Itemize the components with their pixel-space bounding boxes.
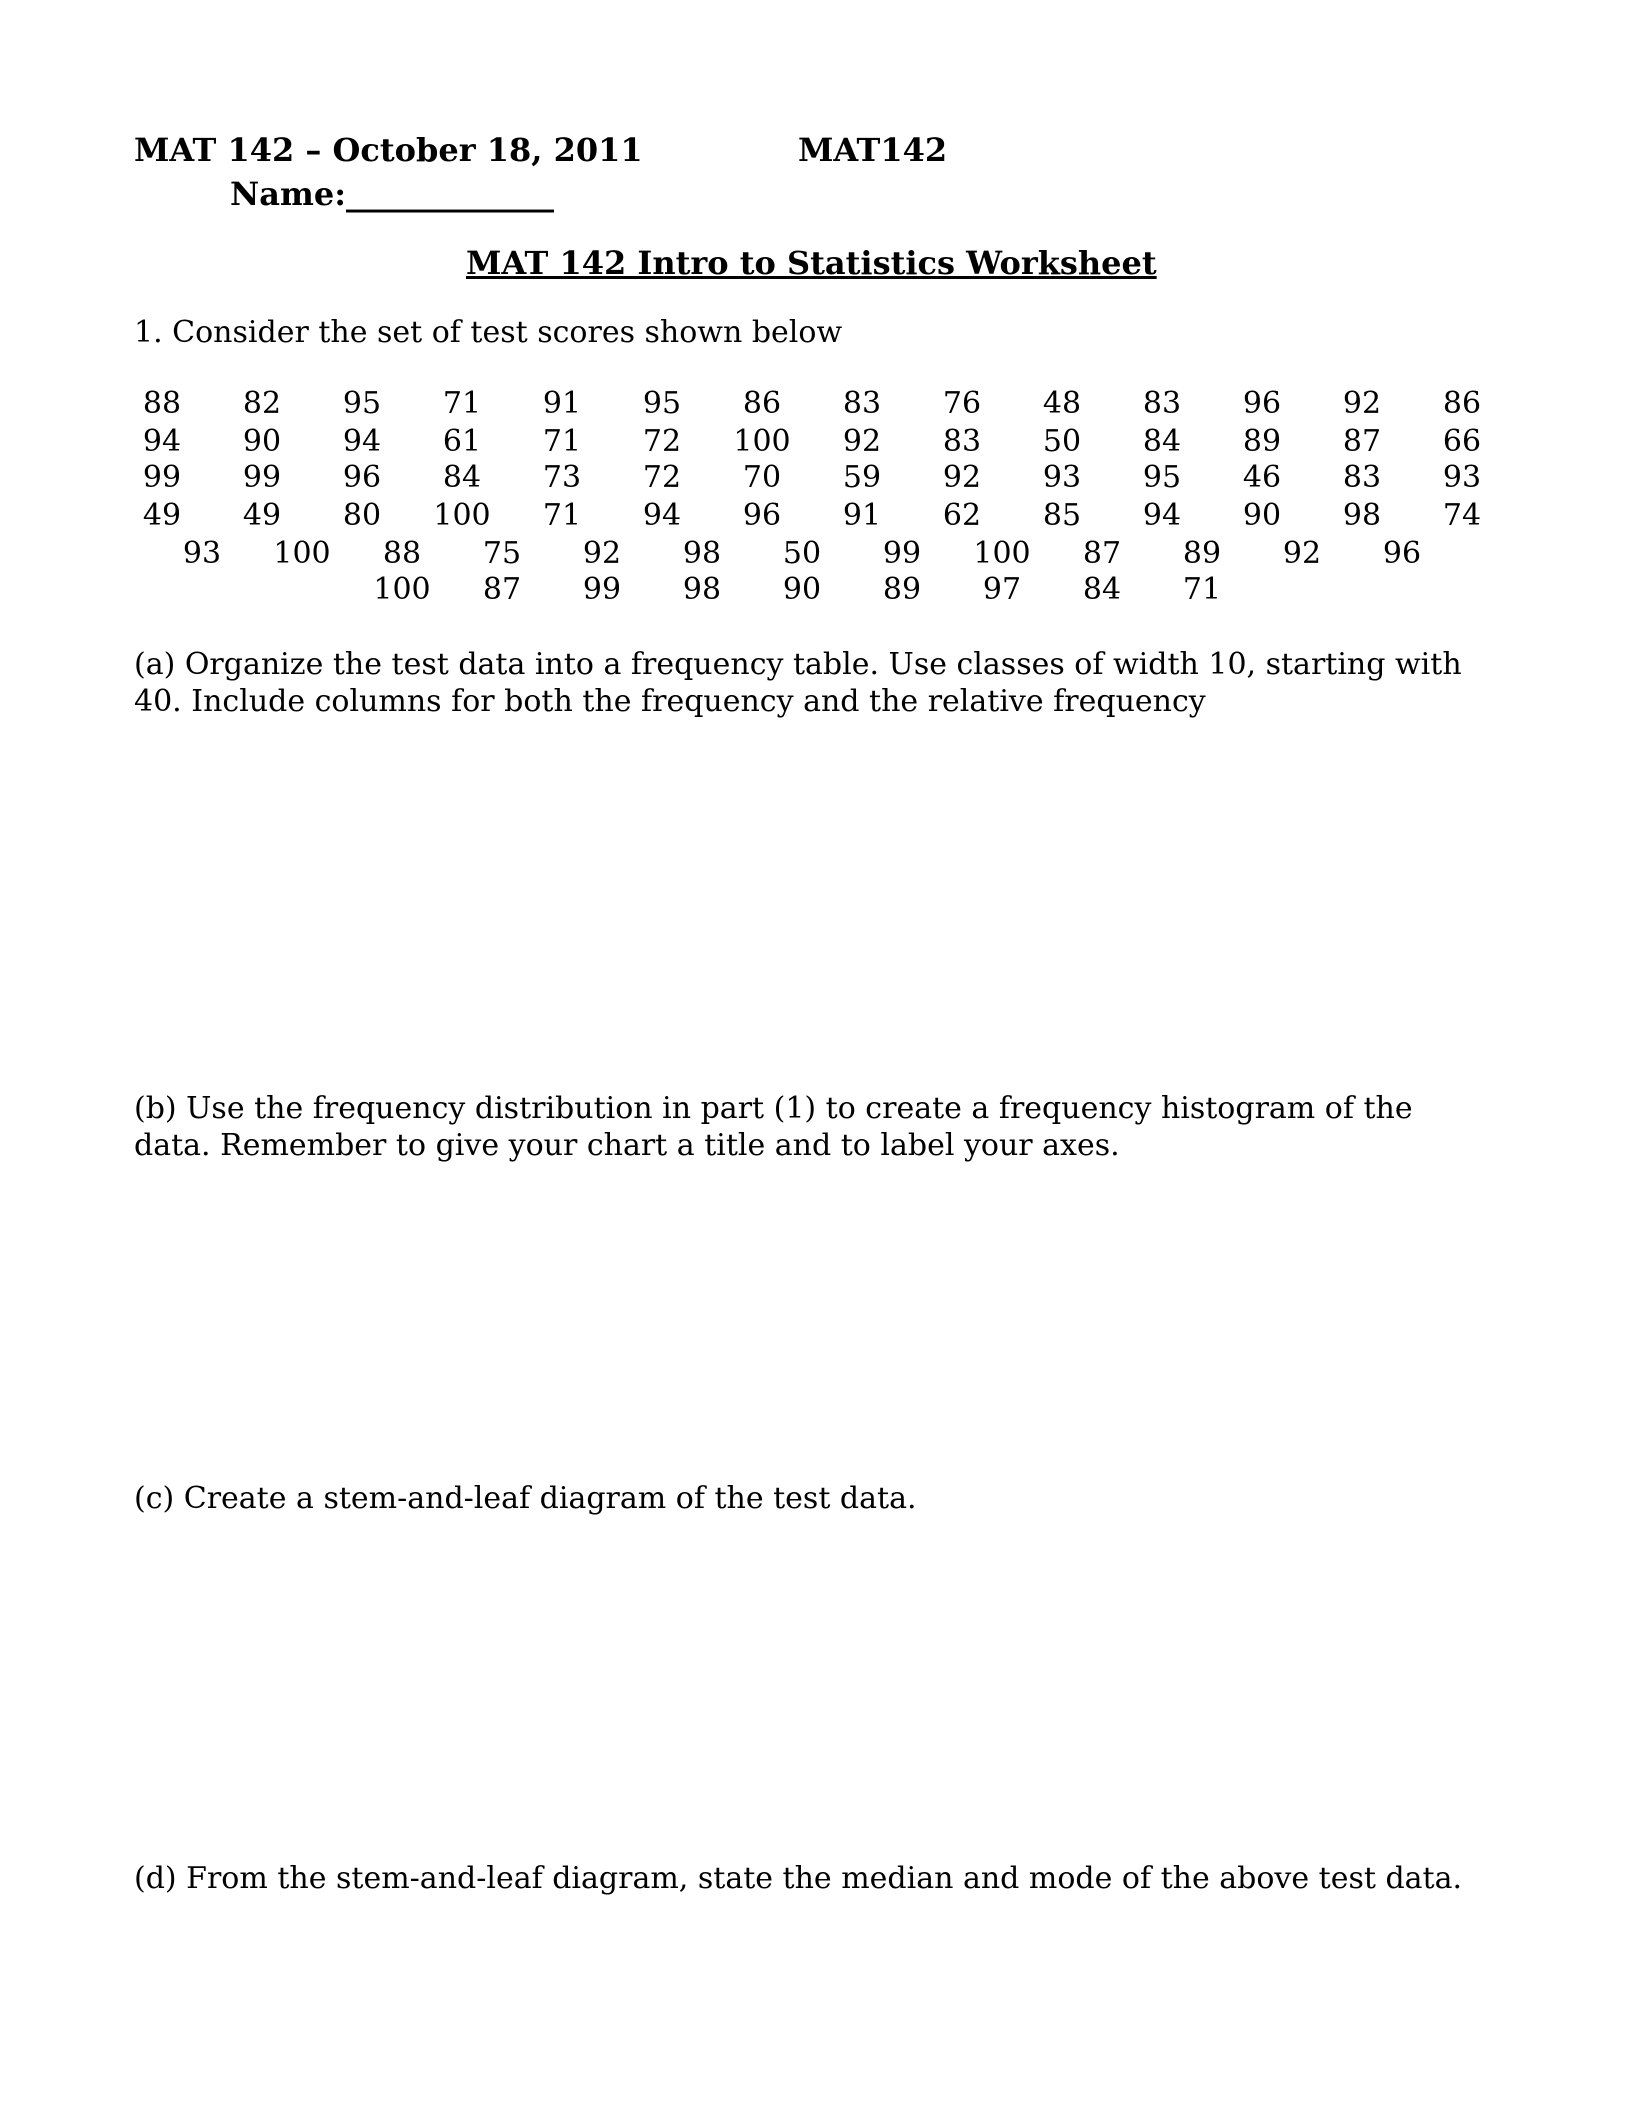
test-score-value: 95 — [1142, 460, 1182, 495]
test-score-value: 71 — [542, 498, 582, 533]
test-score-value: 73 — [542, 460, 582, 495]
test-score-value: 93 — [1442, 460, 1482, 495]
part-a-text: (a) Organize the test data into a frequency table. Use classes of width 10, starting with 40. Include columns for both the frequency and the relative frequency — [134, 647, 1462, 719]
test-score-value: 96 — [1382, 536, 1422, 571]
test-score-value: 93 — [1042, 460, 1082, 495]
test-score-value: 84 — [1142, 424, 1182, 459]
test-score-value: 99 — [242, 460, 282, 495]
test-score-value: 62 — [942, 498, 982, 533]
test-score-value: 92 — [1282, 536, 1322, 571]
test-score-value: 71 — [442, 386, 482, 421]
test-score-value: 89 — [1182, 536, 1222, 571]
test-score-value: 100 — [433, 498, 491, 533]
test-score-value: 87 — [482, 572, 522, 607]
test-score-value: 87 — [1342, 424, 1382, 459]
test-score-value: 83 — [942, 424, 982, 459]
test-score-value: 49 — [242, 498, 282, 533]
part-b-text: (b) Use the frequency distribution in part (1) to create a frequency histogram of the data. Remember to give your chart a title and to label your axes. — [134, 1091, 1413, 1163]
test-score-value: 82 — [242, 386, 282, 421]
test-score-value: 100 — [373, 572, 431, 607]
test-score-value: 90 — [242, 424, 282, 459]
part-c-text: (c) Create a stem-and-leaf diagram of the test data. — [134, 1481, 917, 1516]
test-score-value: 46 — [1242, 460, 1282, 495]
question-1-prompt: 1. Consider the set of test scores shown below — [134, 315, 843, 350]
test-score-value: 76 — [942, 386, 982, 421]
test-score-value: 83 — [1142, 386, 1182, 421]
test-score-value: 91 — [542, 386, 582, 421]
test-score-value: 49 — [142, 498, 182, 533]
test-score-value: 86 — [742, 386, 782, 421]
test-score-value: 90 — [782, 572, 822, 607]
test-score-value: 88 — [382, 536, 422, 571]
test-score-value: 92 — [942, 460, 982, 495]
test-score-value: 92 — [1342, 386, 1382, 421]
test-score-value: 99 — [582, 572, 622, 607]
test-score-value: 71 — [542, 424, 582, 459]
test-score-value: 61 — [442, 424, 482, 459]
name-field-label: Name:_____________ — [230, 175, 555, 213]
test-score-value: 94 — [642, 498, 682, 533]
test-score-value: 75 — [482, 536, 522, 571]
test-score-value: 72 — [642, 424, 682, 459]
test-score-value: 88 — [142, 386, 182, 421]
test-score-value: 83 — [842, 386, 882, 421]
test-score-value: 91 — [842, 498, 882, 533]
test-score-value: 83 — [1342, 460, 1382, 495]
test-score-value: 99 — [142, 460, 182, 495]
test-score-value: 74 — [1442, 498, 1482, 533]
test-score-value: 98 — [682, 536, 722, 571]
test-score-value: 48 — [1042, 386, 1082, 421]
test-score-value: 90 — [1242, 498, 1282, 533]
test-score-value: 89 — [1242, 424, 1282, 459]
test-score-value: 96 — [1242, 386, 1282, 421]
test-score-value: 80 — [342, 498, 382, 533]
test-score-value: 86 — [1442, 386, 1482, 421]
test-score-value: 98 — [1342, 498, 1382, 533]
header-course-code: MAT142 — [798, 131, 948, 169]
test-score-value: 85 — [1042, 498, 1082, 533]
header-course-date: MAT 142 – October 18, 2011 — [134, 131, 643, 169]
test-score-value: 50 — [1042, 424, 1082, 459]
test-score-value: 70 — [742, 460, 782, 495]
test-score-value: 94 — [342, 424, 382, 459]
test-score-value: 84 — [442, 460, 482, 495]
test-score-value: 71 — [1182, 572, 1222, 607]
test-score-value: 100 — [733, 424, 791, 459]
test-score-value: 99 — [882, 536, 922, 571]
test-score-value: 87 — [1082, 536, 1122, 571]
test-score-value: 66 — [1442, 424, 1482, 459]
test-score-value: 100 — [273, 536, 331, 571]
test-score-value: 97 — [982, 572, 1022, 607]
test-score-value: 92 — [582, 536, 622, 571]
test-score-value: 93 — [182, 536, 222, 571]
test-score-value: 96 — [342, 460, 382, 495]
test-score-value: 96 — [742, 498, 782, 533]
test-score-value: 95 — [642, 386, 682, 421]
test-score-value: 59 — [842, 460, 882, 495]
test-score-value: 94 — [142, 424, 182, 459]
test-score-value: 89 — [882, 572, 922, 607]
test-score-value: 92 — [842, 424, 882, 459]
test-score-value: 100 — [973, 536, 1031, 571]
worksheet-title: MAT 142 Intro to Statistics Worksheet — [466, 244, 1157, 282]
test-score-value: 95 — [342, 386, 382, 421]
part-d-text: (d) From the stem-and-leaf diagram, state the median and mode of the above test data. — [134, 1861, 1463, 1896]
test-score-value: 84 — [1082, 572, 1122, 607]
test-score-value: 72 — [642, 460, 682, 495]
test-score-value: 50 — [782, 536, 822, 571]
test-score-value: 98 — [682, 572, 722, 607]
test-score-value: 94 — [1142, 498, 1182, 533]
